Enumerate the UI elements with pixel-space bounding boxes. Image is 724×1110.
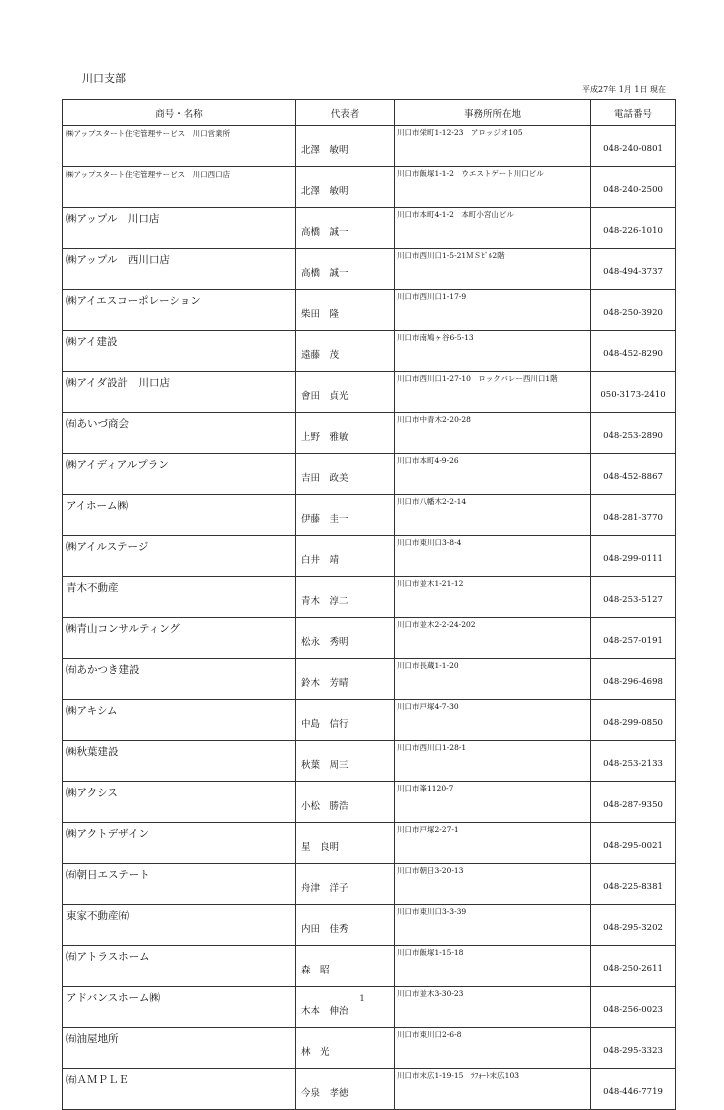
table-row — [63, 577, 676, 618]
address-cell: 川口市東川口2-6-8 — [395, 1028, 591, 1069]
phone-cell: 048-287-9350 — [591, 782, 676, 823]
table-row — [63, 864, 676, 905]
company-name-cell: ㈱アップスタート住宅管理サービス 川口西口店 — [63, 167, 296, 208]
company-name-cell: ㈱アップル 川口店 — [63, 208, 296, 249]
company-name-cell: ㈱アイ建設 — [63, 331, 296, 372]
representative-cell: 青木 淳二 — [296, 577, 395, 618]
company-name-cell: アイホーム㈱ — [63, 495, 296, 536]
company-name-cell: 青木不動産 — [63, 577, 296, 618]
table-row — [63, 987, 676, 1028]
phone-cell: 048-295-0021 — [591, 823, 676, 864]
table-row — [63, 167, 676, 208]
address-cell: 川口市並木1-21-12 — [395, 577, 591, 618]
address-cell: 川口市戸塚2-27-1 — [395, 823, 591, 864]
table-row — [63, 659, 676, 700]
company-name-cell: アドバンスホーム㈱ — [63, 987, 296, 1028]
table-row — [63, 372, 676, 413]
table-row — [63, 905, 676, 946]
representative-cell: 遠藤 茂 — [296, 331, 395, 372]
address-cell: 川口市並木3-30-23 — [395, 987, 591, 1028]
representative-cell: 木本 伸治 — [296, 987, 395, 1028]
company-name-cell: ㈲あかつき建設 — [63, 659, 296, 700]
phone-cell: 048-225-8381 — [591, 864, 676, 905]
address-cell: 川口市東川口3-8-4 — [395, 536, 591, 577]
phone-cell: 048-296-4698 — [591, 659, 676, 700]
company-name-cell: ㈱アップスタート住宅管理サービス 川口営業所 — [63, 126, 296, 167]
table-header-row — [63, 100, 676, 126]
address-cell: 川口市東川口3-3-39 — [395, 905, 591, 946]
representative-cell: 内田 佳秀 — [296, 905, 395, 946]
table-row — [63, 823, 676, 864]
company-name-cell: ㈱アイルステージ — [63, 536, 296, 577]
table-row — [63, 331, 676, 372]
table-row — [63, 782, 676, 823]
table-row — [63, 413, 676, 454]
table-row — [63, 126, 676, 167]
address-cell: 川口市西川口1-28-1 — [395, 741, 591, 782]
phone-cell: 048-253-2133 — [591, 741, 676, 782]
representative-cell: 森 昭 — [296, 946, 395, 987]
phone-cell: 048-446-7719 — [591, 1069, 676, 1110]
representative-cell: 北澤 敏明 — [296, 167, 395, 208]
table-row — [63, 495, 676, 536]
phone-cell: 048-452-8290 — [591, 331, 676, 372]
table-row — [63, 700, 676, 741]
branch-title: 川口支部 — [82, 72, 126, 85]
address-cell: 川口市峯1120-7 — [395, 782, 591, 823]
table-row — [63, 1069, 676, 1110]
company-name-cell: ㈱秋葉建設 — [63, 741, 296, 782]
address-cell: 川口市本町4-1-2 本町小宮山ビル — [395, 208, 591, 249]
company-name-cell: ㈱アキシム — [63, 700, 296, 741]
table-row — [63, 946, 676, 987]
representative-cell: 林 光 — [296, 1028, 395, 1069]
table-row — [63, 208, 676, 249]
address-cell: 川口市朝日3-20-13 — [395, 864, 591, 905]
company-name-cell: ㈲ＡＭＰＬＥ — [63, 1069, 296, 1110]
phone-cell: 048-295-3202 — [591, 905, 676, 946]
representative-cell: 北澤 敏明 — [296, 126, 395, 167]
company-name-cell: ㈱アイエスコーポレーション — [63, 290, 296, 331]
representative-cell: 高橋 誠一 — [296, 249, 395, 290]
company-name-cell: ㈱アップル 西川口店 — [63, 249, 296, 290]
page-number: 1 — [359, 994, 365, 1003]
address-cell: 川口市飯塚1-1-2 ウエストゲート川口ビル — [395, 167, 591, 208]
phone-cell: 050-3173-2410 — [591, 372, 676, 413]
company-name-cell: ㈲朝日エステート — [63, 864, 296, 905]
header-representative: 代表者 — [296, 100, 395, 126]
phone-cell: 048-240-2500 — [591, 167, 676, 208]
header-name: 商号・名称 — [63, 100, 296, 126]
company-name-cell: 東家不動産㈲ — [63, 905, 296, 946]
table-row — [63, 1028, 676, 1069]
company-name-cell: ㈲アトラスホーム — [63, 946, 296, 987]
phone-cell: 048-253-2890 — [591, 413, 676, 454]
address-cell: 川口市末広1-19-15 ﾗﾌｫｰﾄ末広103 — [395, 1069, 591, 1110]
representative-cell: 柴田 隆 — [296, 290, 395, 331]
phone-cell: 048-299-0111 — [591, 536, 676, 577]
representative-cell: 舟津 洋子 — [296, 864, 395, 905]
representative-cell: 會田 貞光 — [296, 372, 395, 413]
representative-cell: 今泉 孝徳 — [296, 1069, 395, 1110]
company-name-cell: ㈲油屋地所 — [63, 1028, 296, 1069]
representative-cell: 秋葉 周三 — [296, 741, 395, 782]
address-cell: 川口市西川口1-17-9 — [395, 290, 591, 331]
registry-table — [62, 99, 676, 1110]
representative-cell: 鈴木 芳晴 — [296, 659, 395, 700]
table-row — [63, 618, 676, 659]
phone-cell: 048-452-8867 — [591, 454, 676, 495]
table-row — [63, 249, 676, 290]
phone-cell: 048-256-0023 — [591, 987, 676, 1028]
phone-cell: 048-299-0850 — [591, 700, 676, 741]
representative-cell: 高橋 誠一 — [296, 208, 395, 249]
company-name-cell: ㈱アイダ設計 川口店 — [63, 372, 296, 413]
phone-cell: 048-240-0801 — [591, 126, 676, 167]
representative-cell: 伊藤 圭一 — [296, 495, 395, 536]
address-cell: 川口市西川口1-5-21ＭＳﾋﾞﾙ2階 — [395, 249, 591, 290]
phone-cell: 048-295-3323 — [591, 1028, 676, 1069]
address-cell: 川口市戸塚4-7-30 — [395, 700, 591, 741]
header-phone: 電話番号 — [591, 100, 676, 126]
phone-cell: 048-226-1010 — [591, 208, 676, 249]
table-row — [63, 454, 676, 495]
representative-cell: 松永 秀明 — [296, 618, 395, 659]
phone-cell: 048-257-0191 — [591, 618, 676, 659]
phone-cell: 048-281-3770 — [591, 495, 676, 536]
representative-cell: 白井 靖 — [296, 536, 395, 577]
phone-cell: 048-253-5127 — [591, 577, 676, 618]
table-row — [63, 536, 676, 577]
phone-cell: 048-250-3920 — [591, 290, 676, 331]
phone-cell: 048-250-2611 — [591, 946, 676, 987]
address-cell: 川口市八幡木2-2-14 — [395, 495, 591, 536]
address-cell: 川口市本町4-9-26 — [395, 454, 591, 495]
header-address: 事務所所在地 — [395, 100, 591, 126]
address-cell: 川口市西川口1-27-10 ロックバレー西川口1階 — [395, 372, 591, 413]
representative-cell: 星 良明 — [296, 823, 395, 864]
address-cell: 川口市南鳩ヶ谷6-5-13 — [395, 331, 591, 372]
address-cell: 川口市飯塚1-15-18 — [395, 946, 591, 987]
table-row — [63, 741, 676, 782]
company-name-cell: ㈱アイディアルプラン — [63, 454, 296, 495]
company-name-cell: ㈱アクシス — [63, 782, 296, 823]
address-cell: 川口市栄町1-12-23 アロッジオ105 — [395, 126, 591, 167]
as-of-date: 平成27年 1月 1日 現在 — [582, 85, 666, 94]
representative-cell: 中島 信行 — [296, 700, 395, 741]
company-name-cell: ㈲あいづ商会 — [63, 413, 296, 454]
address-cell: 川口市長蔵1-1-20 — [395, 659, 591, 700]
company-name-cell: ㈱アクトデザイン — [63, 823, 296, 864]
phone-cell: 048-494-3737 — [591, 249, 676, 290]
representative-cell: 小松 勝浩 — [296, 782, 395, 823]
address-cell: 川口市中青木2-20-28 — [395, 413, 591, 454]
representative-cell: 吉田 政美 — [296, 454, 395, 495]
representative-cell: 上野 雅敏 — [296, 413, 395, 454]
company-name-cell: ㈱青山コンサルティング — [63, 618, 296, 659]
table-row — [63, 290, 676, 331]
address-cell: 川口市並木2-2-24-202 — [395, 618, 591, 659]
